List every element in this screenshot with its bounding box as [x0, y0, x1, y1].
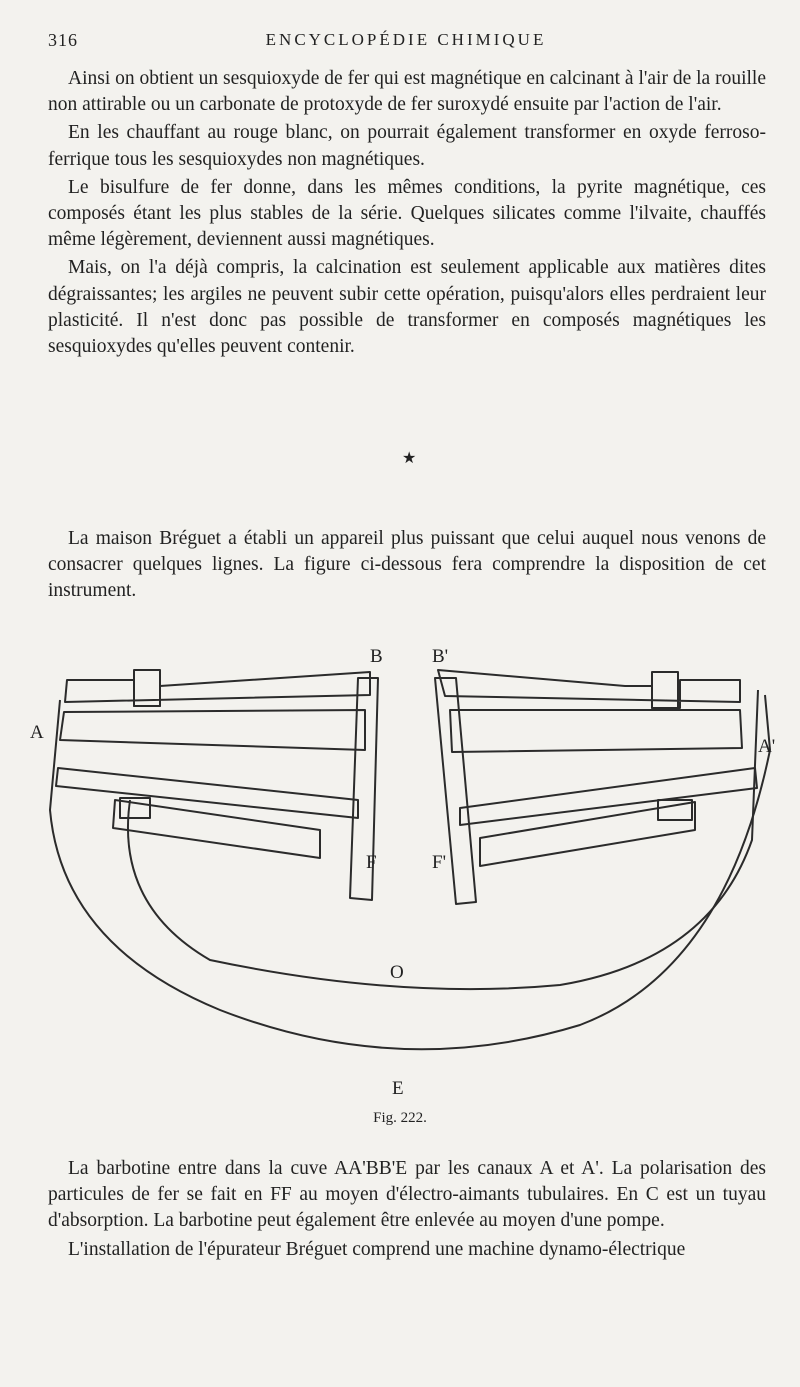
left-lower-bar: [56, 768, 358, 818]
page-header: [48, 30, 764, 56]
label-E: E: [392, 1078, 404, 1099]
label-A: A: [30, 722, 44, 743]
paragraph: La maison Bréguet a établi un appareil plus puissant que celui auquel nous venons de consacrer quelques lignes. La figure ci-dessous fera comprendre la disposition de cet instrument.: [48, 528, 766, 602]
right-inner-channel: [480, 802, 695, 866]
text-block-middle: [48, 526, 766, 607]
left-electromagnet-assembly: [56, 670, 378, 900]
label-O: O: [390, 962, 404, 983]
left-inner-channel: [113, 800, 320, 858]
paragraph: En les chauffant au rouge blanc, on pourrait également transformer en oxyde ferroso-ferrique tous les sesquioxydes non magnétiques.: [48, 122, 766, 170]
label-F: F: [366, 852, 377, 873]
right-small-block: [652, 672, 678, 708]
inner-basin-outline: [128, 690, 758, 989]
left-top-channel: [65, 672, 370, 706]
apparatus-diagram: [20, 640, 780, 1110]
label-F-prime: F': [432, 852, 446, 873]
paragraph: Ainsi on obtient un sesquioxyde de fer qui est magnétique en calcinant à l'air de la rouille non attirable ou un carbonate de protoxyde de fer suroxydé ensuite par l'action de l'air.: [48, 68, 766, 116]
right-electromagnet-assembly: [435, 670, 757, 904]
running-title: ENCYCLOPÉDIE CHIMIQUE: [265, 30, 547, 49]
paragraph: L'installation de l'épurateur Bréguet comprend une machine dynamo-électrique: [68, 1238, 686, 1260]
text-block-top: [48, 66, 766, 362]
paragraph: La barbotine entre dans la cuve AA'BB'E par les canaux A et A'. La polarisation des particules de fer se fait en FF au moyen d'électro-aimants tubulaires. En C est un tuyau d'absorption. La barbotine peut également être enlevée au moyen d'une pompe.: [48, 1158, 766, 1232]
label-B: B: [370, 646, 383, 667]
label-A-prime: A': [758, 736, 776, 757]
figure-caption: Fig. 222.: [373, 1110, 427, 1126]
left-upper-bar: [60, 710, 365, 750]
page-number: 316: [48, 30, 78, 50]
right-upper-bar: [450, 710, 742, 752]
paragraph: Le bisulfure de fer donne, dans les mêmes conditions, la pyrite magnétique, ces composés étant les plus stables de la série. Quelques silicates comme l'ilvaite, chauffés même légèrement, deviennent aussi magnétiques.: [48, 176, 766, 251]
apparatus-figure: [20, 640, 780, 1110]
text-block-bottom: [48, 1156, 766, 1265]
label-B-prime: B': [432, 646, 449, 667]
separator-star: ★: [402, 450, 417, 467]
right-top-channel: [438, 670, 740, 708]
paragraph: Mais, on l'a déjà compris, la calcination est seulement applicable aux matières dites dégraissantes; les argiles ne peuvent subir cette opération, puisqu'alors elles perdraient leur plasticité. Il n'est donc pas possible de transformer en composés magnétiques les sesquioxydes qu'elles peuvent contenir.: [48, 257, 766, 358]
